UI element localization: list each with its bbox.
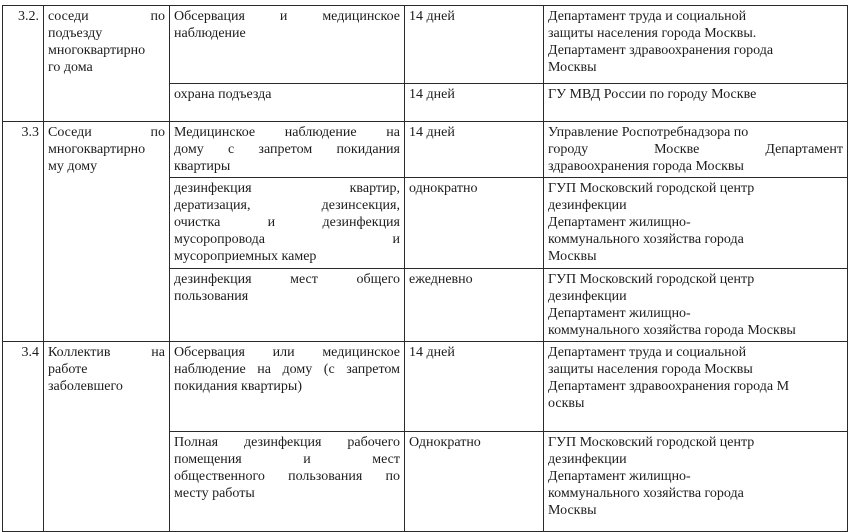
measure-cell: охрана подъезда: [170, 84, 405, 122]
measure-cell: дезинфекция квартир, дератизация, дезинсекция, очистка и дезинфекция мусоропровода и мусороприемных камер: [170, 178, 405, 269]
term-cell: 14 дней: [405, 6, 544, 84]
responsible-cell: Управление Роспотребнадзора по городу Москве Департамент здравоохранения города Москвы: [544, 122, 848, 178]
section-number: 3.2.: [3, 6, 44, 122]
responsible-cell: ГУП Московский городской центр дезинфекции Департамент жилищно- коммунального хозяйства города Москвы: [544, 178, 848, 269]
term-cell: Однократно: [405, 432, 544, 532]
measures-table: [2, 5, 848, 532]
responsible-cell: Департамент труда и социальной защиты населения города Москвы Департамент здравоохранения города М осквы: [544, 342, 848, 432]
contact-category: Соседи по многоквартирно му дому: [44, 122, 170, 342]
measure-cell: Обсервация или медицинское наблюдение на дому (с запретом покидания квартиры): [170, 342, 405, 432]
table-row: [3, 122, 848, 178]
table-row: [3, 342, 848, 432]
measure-cell: Полная дезинфекция рабочего помещения и мест общественного пользования по месту работы: [170, 432, 405, 532]
section-number: 3.4: [3, 342, 44, 532]
contact-category: Коллектив на работе заболевшего: [44, 342, 170, 532]
term-cell: 14 дней: [405, 84, 544, 122]
contact-category: соседи по подъезду многоквартирно го дома: [44, 6, 170, 122]
section-number: 3.3: [3, 122, 44, 342]
measure-cell: Обсервация и медицинское наблюдение: [170, 6, 405, 84]
term-cell: 14 дней: [405, 342, 544, 432]
responsible-cell: Департамент труда и социальной защиты населения города Москвы. Департамент здравоохранения города Москвы: [544, 6, 848, 84]
measure-cell: Медицинское наблюдение на дому с запретом покидания квартиры: [170, 122, 405, 178]
responsible-cell: ГУП Московский городской центр дезинфекции Департамент жилищно- коммунального хозяйства города Москвы: [544, 269, 848, 342]
responsible-cell: ГУ МВД России по городу Москве: [544, 84, 848, 122]
table-row: [3, 6, 848, 84]
responsible-cell: ГУП Московский городской центр дезинфекции Департамент жилищно- коммунального хозяйства города Москвы: [544, 432, 848, 532]
term-cell: 14 дней: [405, 122, 544, 178]
term-cell: ежедневно: [405, 269, 544, 342]
measure-cell: дезинфекция мест общего пользования: [170, 269, 405, 342]
term-cell: однократно: [405, 178, 544, 269]
